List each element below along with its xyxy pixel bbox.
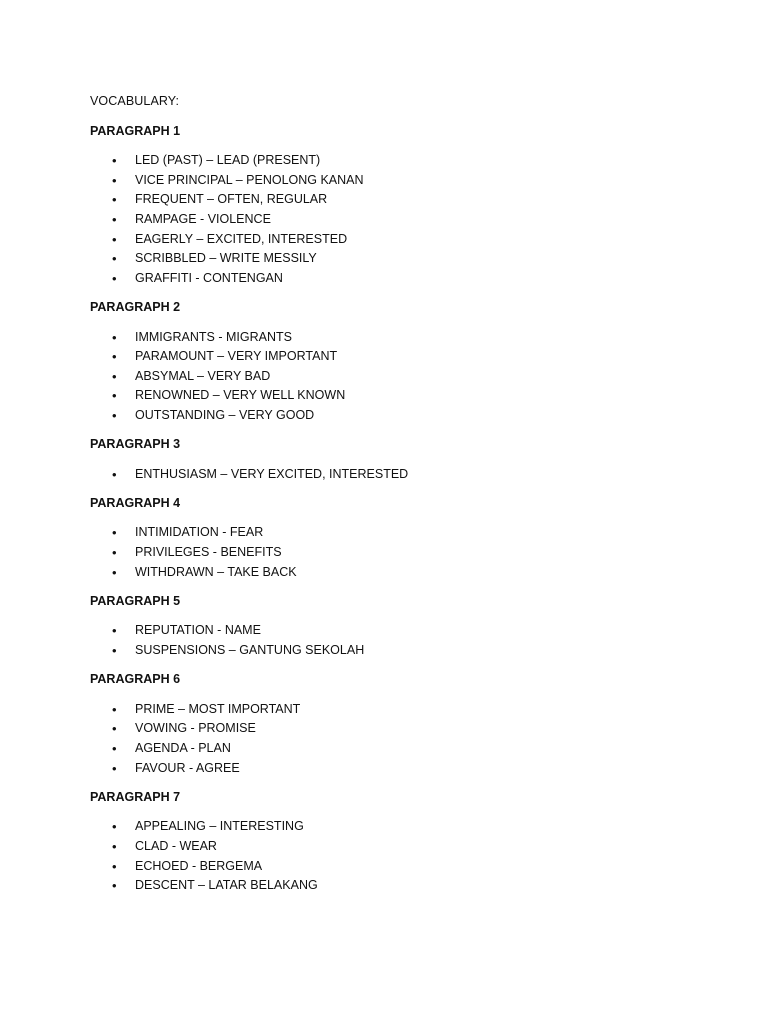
bullet-icon: • bbox=[112, 407, 117, 423]
vocabulary-item-text: VOWING - PROMISE bbox=[135, 721, 256, 736]
vocabulary-item-text: CLAD - WEAR bbox=[135, 838, 217, 853]
vocabulary-item bbox=[90, 739, 690, 759]
bullet-icon: • bbox=[112, 741, 117, 756]
vocabulary-item-text: ECHOED - BERGEMA bbox=[135, 858, 263, 873]
vocabulary-item bbox=[90, 230, 690, 250]
vocabulary-item bbox=[90, 543, 690, 563]
vocabulary-item-text: AGENDA - PLAN bbox=[135, 741, 231, 755]
vocabulary-item-text: DESCENT – LATAR BELAKANG bbox=[135, 878, 318, 893]
document-page bbox=[90, 92, 690, 905]
vocabulary-item bbox=[90, 621, 690, 641]
vocabulary-item-text: FAVOUR - AGREE bbox=[135, 760, 240, 775]
bullet-icon: • bbox=[112, 368, 117, 384]
vocabulary-item-text: WITHDRAWN – TAKE BACK bbox=[135, 564, 297, 579]
vocabulary-list bbox=[90, 700, 690, 778]
paragraph-section bbox=[90, 592, 690, 661]
vocabulary-item-text: ABSYMAL – VERY BAD bbox=[135, 368, 271, 383]
bullet-icon: • bbox=[112, 623, 117, 639]
vocabulary-item-text: ENTHUSIASM – VERY EXCITED, INTERESTED bbox=[135, 466, 409, 481]
vocabulary-item bbox=[90, 386, 690, 406]
vocabulary-list bbox=[90, 465, 690, 485]
vocabulary-item-text: EAGERLY – EXCITED, INTERESTED bbox=[135, 231, 348, 246]
vocabulary-item bbox=[90, 151, 690, 171]
vocabulary-item bbox=[90, 523, 690, 543]
vocabulary-item-text: RENOWNED – VERY WELL KNOWN bbox=[135, 388, 346, 403]
vocabulary-item bbox=[90, 837, 690, 857]
vocabulary-item-text: PRIME – MOST IMPORTANT bbox=[135, 701, 301, 716]
paragraph-section bbox=[90, 298, 690, 426]
vocabulary-item-text: SCRIBBLED – WRITE MESSILY bbox=[135, 251, 317, 266]
vocabulary-item bbox=[90, 347, 690, 367]
bullet-icon: • bbox=[112, 153, 117, 169]
bullet-icon: • bbox=[112, 819, 117, 835]
vocabulary-list bbox=[90, 328, 690, 426]
section-heading: PARAGRAPH 6 bbox=[90, 672, 181, 687]
bullet-icon: • bbox=[112, 231, 117, 247]
bullet-icon: • bbox=[112, 172, 117, 188]
bullet-icon: • bbox=[112, 251, 117, 267]
vocabulary-item-text: LED (PAST) – LEAD (PRESENT) bbox=[135, 153, 321, 168]
vocabulary-item bbox=[90, 190, 690, 210]
bullet-icon: • bbox=[112, 525, 117, 541]
bullet-icon: • bbox=[112, 329, 117, 345]
vocabulary-item bbox=[90, 563, 690, 583]
vocabulary-item bbox=[90, 857, 690, 877]
section-heading: PARAGRAPH 2 bbox=[90, 299, 181, 314]
vocabulary-item bbox=[90, 171, 690, 191]
paragraph-section bbox=[90, 122, 690, 289]
bullet-icon: • bbox=[112, 760, 117, 776]
section-heading: PARAGRAPH 3 bbox=[90, 437, 181, 452]
paragraph-section bbox=[90, 788, 690, 896]
paragraph-section bbox=[90, 670, 690, 778]
vocabulary-item bbox=[90, 269, 690, 289]
vocabulary-list bbox=[90, 151, 690, 288]
vocabulary-item bbox=[90, 641, 690, 661]
vocabulary-item-text: PARAMOUNT – VERY IMPORTANT bbox=[135, 349, 338, 364]
vocabulary-item bbox=[90, 817, 690, 837]
paragraph-section bbox=[90, 494, 690, 582]
bullet-icon: • bbox=[112, 564, 117, 580]
section-heading: PARAGRAPH 4 bbox=[90, 495, 181, 510]
vocabulary-item-text: FREQUENT – OFTEN, REGULAR bbox=[135, 192, 328, 207]
bullet-icon: • bbox=[112, 388, 117, 404]
vocabulary-item-text: SUSPENSIONS – GANTUNG SEKOLAH bbox=[135, 643, 365, 658]
section-heading: PARAGRAPH 7 bbox=[90, 789, 181, 804]
vocabulary-list bbox=[90, 523, 690, 582]
bullet-icon: • bbox=[112, 838, 117, 854]
vocabulary-item bbox=[90, 406, 690, 426]
vocabulary-item-text: INTIMIDATION - FEAR bbox=[135, 525, 264, 540]
vocabulary-list bbox=[90, 817, 690, 895]
bullet-icon: • bbox=[112, 192, 117, 208]
document-title: VOCABULARY: bbox=[90, 94, 180, 108]
vocabulary-item bbox=[90, 759, 690, 779]
vocabulary-item bbox=[90, 700, 690, 720]
bullet-icon: • bbox=[112, 545, 117, 561]
vocabulary-item bbox=[90, 465, 690, 485]
bullet-icon: • bbox=[112, 270, 117, 286]
bullet-icon: • bbox=[112, 466, 117, 482]
bullet-icon: • bbox=[112, 878, 117, 894]
paragraph-section bbox=[90, 435, 690, 484]
vocabulary-list bbox=[90, 621, 690, 660]
bullet-icon: • bbox=[112, 701, 117, 717]
vocabulary-item-text: OUTSTANDING – VERY GOOD bbox=[135, 407, 315, 422]
bullet-icon: • bbox=[112, 211, 117, 227]
vocabulary-item-text: PRIVILEGES - BENEFITS bbox=[135, 545, 282, 560]
vocabulary-item bbox=[90, 328, 690, 348]
vocabulary-item bbox=[90, 719, 690, 739]
vocabulary-item-text: GRAFFITI - CONTENGAN bbox=[135, 270, 283, 285]
vocabulary-item bbox=[90, 249, 690, 269]
vocabulary-item-text: REPUTATION - NAME bbox=[135, 623, 261, 638]
bullet-icon: • bbox=[112, 643, 117, 659]
bullet-icon: • bbox=[112, 858, 117, 874]
vocabulary-item-text: IMMIGRANTS - MIGRANTS bbox=[135, 329, 292, 344]
vocabulary-item bbox=[90, 367, 690, 387]
vocabulary-sections bbox=[90, 122, 690, 896]
section-heading: PARAGRAPH 1 bbox=[90, 123, 181, 138]
vocabulary-item-text: VICE PRINCIPAL – PENOLONG KANAN bbox=[135, 172, 364, 187]
vocabulary-item-text: RAMPAGE - VIOLENCE bbox=[135, 211, 271, 226]
vocabulary-item-text: APPEALING – INTERESTING bbox=[135, 819, 304, 834]
bullet-icon: • bbox=[112, 721, 117, 737]
bullet-icon: • bbox=[112, 349, 117, 365]
vocabulary-item bbox=[90, 876, 690, 896]
vocabulary-item bbox=[90, 210, 690, 230]
section-heading: PARAGRAPH 5 bbox=[90, 593, 181, 608]
